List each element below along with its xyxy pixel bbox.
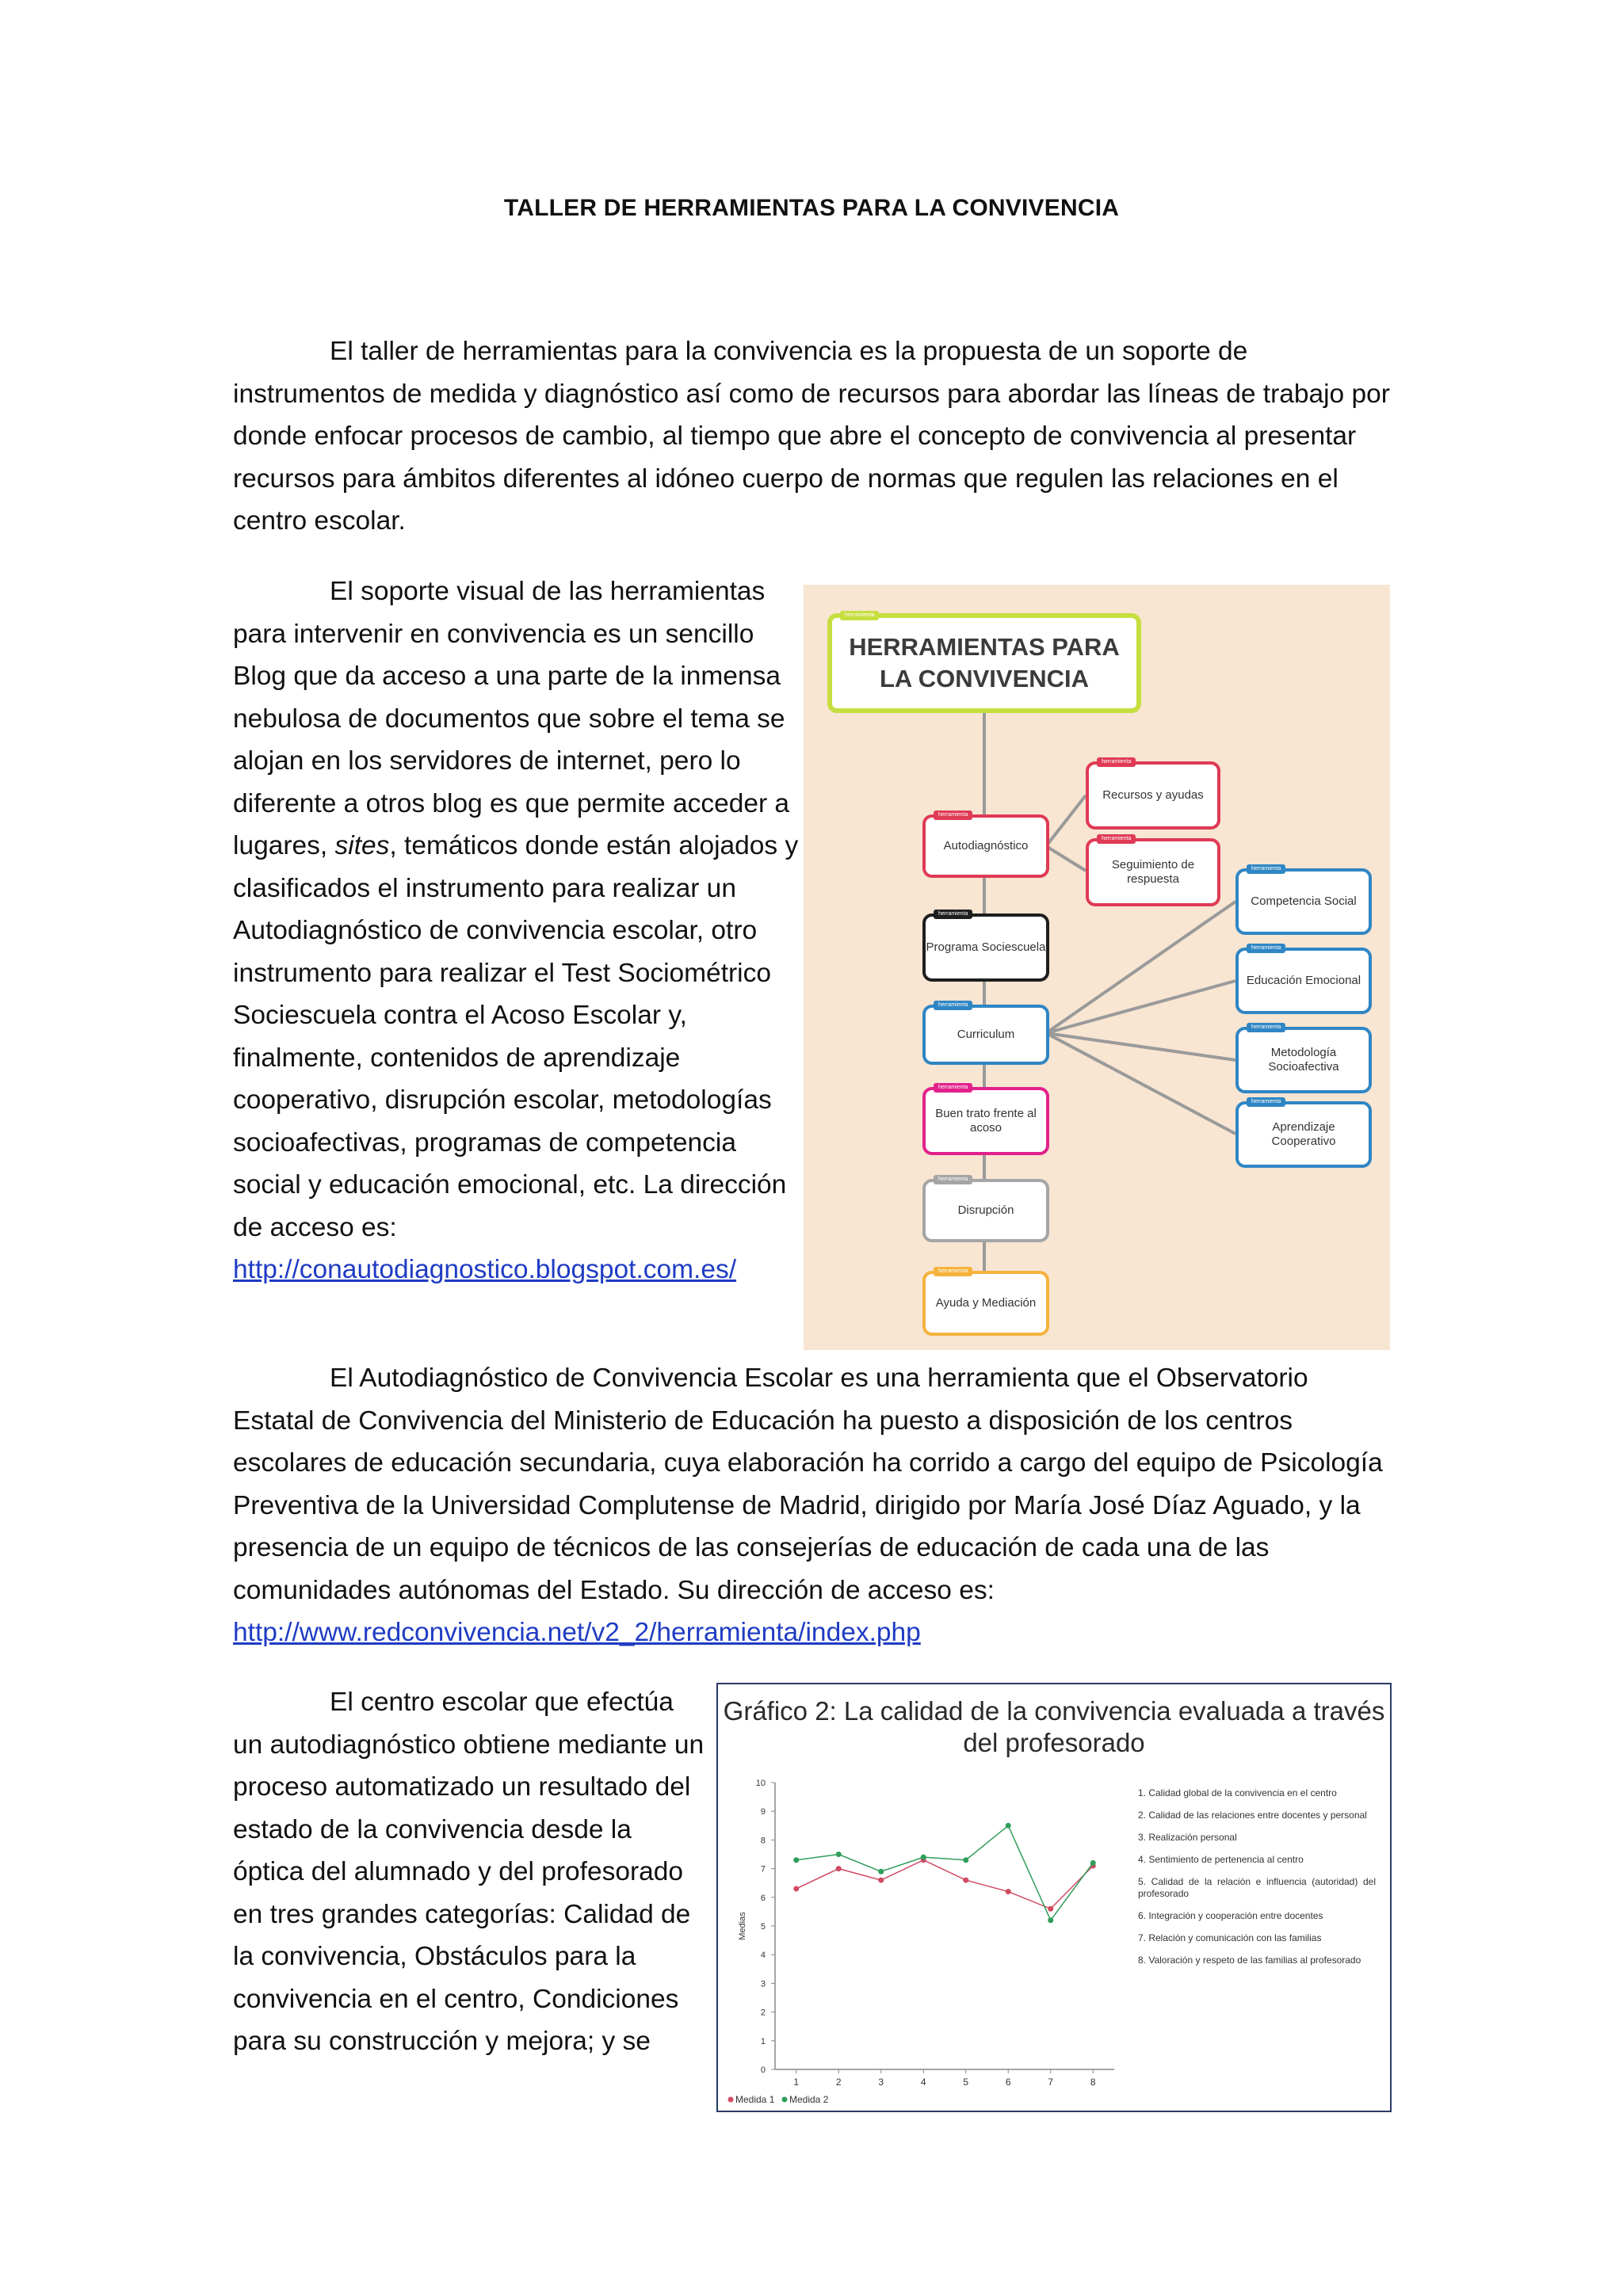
paragraph-intro bbox=[233, 330, 1390, 543]
mindmap-main-label: HERRAMIENTAS PARA LA CONVIVENCIA bbox=[849, 633, 1120, 692]
y-axis-label: Medias bbox=[738, 1912, 747, 1940]
blog-link[interactable]: http://conautodiagnostico.blogspot.com.es/ bbox=[233, 1255, 737, 1284]
mindmap-tag: herramienta bbox=[1247, 944, 1285, 953]
x-tick-label: 2 bbox=[835, 2077, 842, 2088]
x-tick-label: 3 bbox=[878, 2077, 884, 2088]
mindmap-node-autodiagnostico bbox=[922, 814, 1049, 878]
page-title: TALLER DE HERRAMIENTAS PARA LA CONVIVENCIA bbox=[503, 195, 1120, 221]
chart-title: Gráfico 2: La calidad de la convivencia evaluada a través del profesorado bbox=[723, 1696, 1385, 1757]
mindmap-node-ayuda bbox=[922, 1268, 1049, 1336]
paragraph-intro-text: El taller de herramientas para la convivencia es la propuesta de un soporte de instrumentos de medida y diagnóstico así como de recursos para abordar las líneas de trabajo por donde enfocar procesos de cambio, al tiempo que abre el concepto de convivencia al presentar recursos para ámbitos diferentes al idóneo cuerpo de normas que regulen las relaciones en el centro escolar. bbox=[233, 337, 1390, 536]
paragraph-autodiagnostico bbox=[233, 1357, 1390, 1654]
mindmap-node-seguimiento bbox=[1086, 838, 1220, 906]
x-tick-label: 8 bbox=[1090, 2077, 1096, 2088]
chart-item-labels bbox=[1138, 1787, 1376, 1977]
series-2-point bbox=[836, 1852, 842, 1857]
y-tick-label: 2 bbox=[760, 2008, 766, 2018]
herramienta-link[interactable]: http://www.redconvivencia.net/v2_2/herramienta/index.php bbox=[233, 1618, 921, 1647]
y-tick-label: 10 bbox=[755, 1779, 766, 1788]
mindmap-node-aprendizaje bbox=[1235, 1101, 1372, 1168]
mindmap-node-programa bbox=[922, 913, 1049, 982]
mindmap-node-competencia bbox=[1235, 868, 1372, 935]
mindmap-node-buen-trato bbox=[922, 1087, 1049, 1155]
mindmap-tag: herramienta bbox=[1247, 1023, 1285, 1032]
mindmap-label-aprendizaje: Aprendizaje Cooperativo bbox=[1271, 1120, 1336, 1148]
paragraph-centro-text: El centro escolar que efectúa un autodiagnóstico obtiene mediante un proceso automatizado un resultado del estado de la convivencia desde la óptica del alumnado y del profesorado en tres grandes categorías: Calidad de la convivencia, Obstáculos para la convivencia en el centro, Condiciones para su construcción y mejora; y se bbox=[233, 1688, 705, 2056]
mindmap-tag: herramienta bbox=[934, 1083, 972, 1093]
mindmap-label-competencia: Competencia Social bbox=[1251, 894, 1357, 908]
y-tick-label: 8 bbox=[760, 1836, 766, 1846]
series-1-point bbox=[1048, 1906, 1053, 1912]
mindmap-tag: herramienta bbox=[934, 1175, 972, 1184]
chart-item-label: 4. Sentimiento de pertenencia al centro bbox=[1138, 1854, 1304, 1865]
series-2-point bbox=[878, 1869, 884, 1875]
series-2-point bbox=[1048, 1917, 1053, 1923]
series-1-point bbox=[963, 1878, 968, 1883]
paragraph-autodiagnostico-text: El Autodiagnóstico de Convivencia Escolar es una herramienta que el Observatorio Estatal de Convivencia del Ministerio de Educación ha puesto a disposición de los centros escolares de educación secundaria, cuya elaboración ha corrido a cargo del equipo de Psicología Preventiva de la Universidad Complutense de Madrid, dirigido por María José Díaz Aguado, y la presencia de un equipo de técnicos de las consejerías de educación de cada una de las comunidades autónomas del Estado. Su dirección de acceso es: bbox=[233, 1363, 1383, 1605]
series-2-point bbox=[1090, 1860, 1096, 1866]
paragraph-centro bbox=[233, 1681, 708, 2063]
chart-item-label: 2. Calidad de las relaciones entre docentes y personal bbox=[1138, 1810, 1367, 1821]
mindmap-node-recursos bbox=[1086, 761, 1220, 830]
series-1-point bbox=[1006, 1889, 1011, 1894]
series-2-point bbox=[793, 1857, 799, 1863]
mindmap-label-educacion: Educación Emocional bbox=[1246, 974, 1361, 987]
mindmap-tag: herramienta bbox=[1097, 757, 1136, 767]
series-2-point bbox=[963, 1857, 968, 1863]
mindmap-tag: herramienta bbox=[840, 611, 879, 620]
mindmap-label-metodologia: Metodología Socioafectiva bbox=[1268, 1046, 1339, 1074]
series-2-point bbox=[1006, 1823, 1011, 1829]
legend-marker-1 bbox=[728, 2097, 734, 2103]
y-tick-label: 4 bbox=[760, 1951, 766, 1961]
mindmap-label-recursos: Recursos y ayudas bbox=[1102, 788, 1204, 802]
mindmap-tag: herramienta bbox=[934, 810, 972, 820]
mindmap-main-node bbox=[827, 613, 1141, 713]
legend-label-2: Medida 2 bbox=[789, 2094, 829, 2105]
mindmap-node-educacion bbox=[1235, 945, 1372, 1014]
series-line-2 bbox=[796, 1825, 1094, 1920]
mindmap-tag: herramienta bbox=[1247, 1097, 1285, 1107]
mindmap-label-seguimiento: Seguimiento de respuesta bbox=[1111, 858, 1195, 886]
y-tick-label: 9 bbox=[760, 1807, 766, 1817]
y-tick-label: 0 bbox=[760, 2065, 766, 2075]
chart-item-label: 5. Calidad de la relación e influencia (autoridad) del profesorado bbox=[1138, 1876, 1376, 1899]
mindmap-tag: herramienta bbox=[934, 910, 972, 919]
series-1-point bbox=[836, 1866, 842, 1871]
y-tick-label: 3 bbox=[760, 1979, 766, 1989]
x-tick-label: 7 bbox=[1048, 2077, 1054, 2088]
y-tick-label: 5 bbox=[760, 1922, 766, 1932]
x-tick-label: 4 bbox=[920, 2077, 926, 2088]
y-tick-label: 7 bbox=[760, 1864, 766, 1875]
mindmap-tag: herramienta bbox=[1097, 834, 1136, 844]
chart-item-label: 7. Relación y comunicación con las familias bbox=[1138, 1932, 1322, 1943]
mindmap-label-disrupcion: Disrupción bbox=[957, 1203, 1014, 1217]
mindmap-label-curriculum: Curriculum bbox=[957, 1028, 1015, 1041]
mindmap-tag: herramienta bbox=[1247, 864, 1285, 874]
series-1-point bbox=[793, 1886, 799, 1891]
paragraph-blog-italic: sites bbox=[334, 831, 390, 860]
chart-item-label: 6. Integración y cooperación entre docentes bbox=[1138, 1910, 1323, 1921]
mindmap-node-curriculum bbox=[922, 1002, 1049, 1065]
y-tick-label: 1 bbox=[760, 2036, 766, 2046]
series-2-point bbox=[921, 1855, 926, 1860]
chart-item-label: 1. Calidad global de la convivencia en el centro bbox=[1138, 1787, 1337, 1798]
mindmap-label-buen-trato: Buen trato frente al acoso bbox=[935, 1107, 1037, 1135]
mindmap-label-ayuda: Ayuda y Mediación bbox=[935, 1296, 1037, 1310]
paragraph-blog-text-1: El soporte visual de las herramientas para intervenir en convivencia es un sencillo Blog que da acceso a una parte de la inmensa nebulosa de documentos que sobre el tema se alojan en los servidores de internet, pero lo diferente a otros blog es que permite acceder a lugares, bbox=[233, 577, 790, 860]
x-tick-label: 5 bbox=[963, 2077, 969, 2088]
mindmap-node-metodologia bbox=[1235, 1024, 1372, 1093]
mindmap-node-disrupcion bbox=[922, 1179, 1049, 1242]
chart-item-label: 3. Realización personal bbox=[1138, 1832, 1237, 1843]
x-tick-label: 1 bbox=[793, 2077, 800, 2088]
mindmap-label-autodiagnostico: Autodiagnóstico bbox=[943, 839, 1029, 852]
y-tick-label: 6 bbox=[760, 1893, 766, 1903]
chart-figure bbox=[716, 1683, 1392, 2112]
mindmap-label-programa: Programa Sociescuela bbox=[926, 940, 1046, 954]
mindmap-tag: herramienta bbox=[934, 1267, 972, 1276]
chart-item-label: 8. Valoración y respeto de las familias al profesorado bbox=[1138, 1955, 1361, 1966]
mindmap-tag: herramienta bbox=[934, 1001, 972, 1010]
paragraph-blog-text-2: , temáticos donde están alojados y clasificados el instrumento para realizar un Autodiagnóstico de convivencia escolar, otro instrumento para realizar el Test Sociométrico Sociescuela contra el Acoso Escolar y, finalmente, contenidos de aprendizaje cooperativo, disrupción escolar, metodologías socioafectivas, programas de competencia social y educación emocional, etc. La dirección de acceso es: bbox=[233, 831, 799, 1242]
mindmap-image bbox=[804, 585, 1390, 1350]
legend-label-1: Medida 1 bbox=[735, 2094, 775, 2105]
paragraph-blog bbox=[233, 570, 804, 1291]
series-1-point bbox=[878, 1878, 884, 1883]
legend-marker-2 bbox=[782, 2097, 788, 2103]
x-tick-label: 6 bbox=[1005, 2077, 1011, 2088]
